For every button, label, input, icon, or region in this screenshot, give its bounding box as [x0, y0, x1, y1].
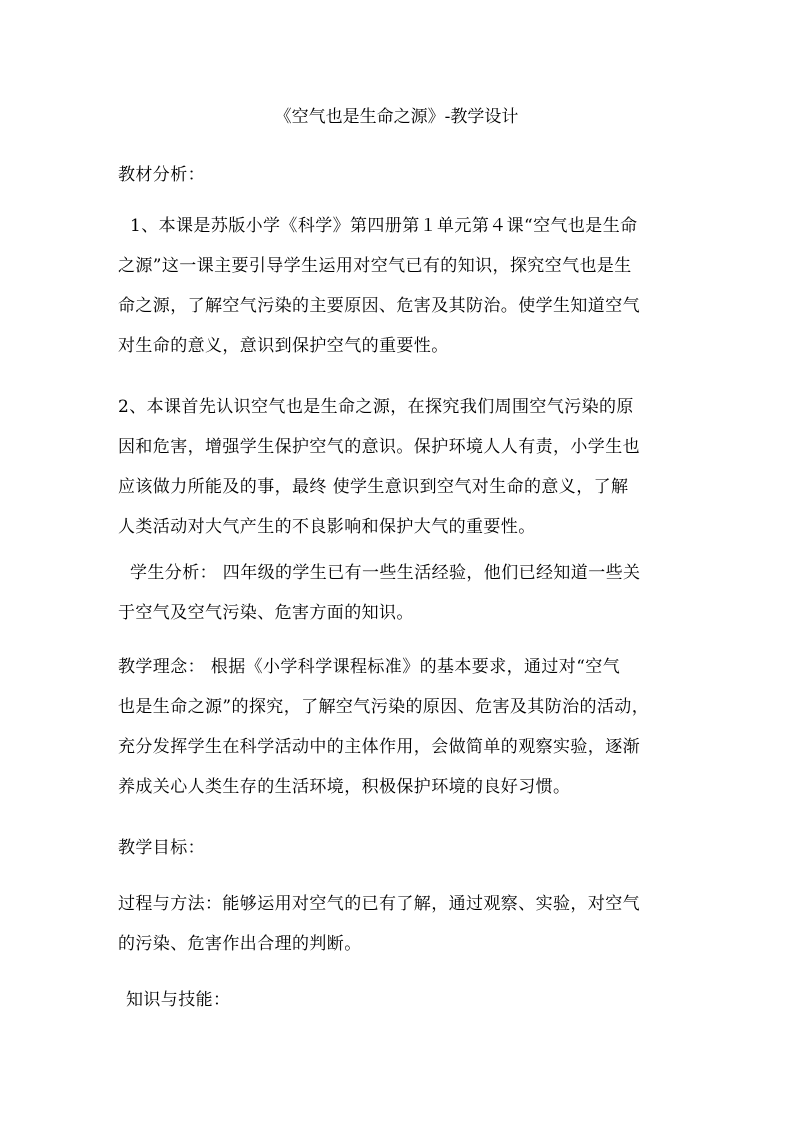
paragraph-line: 过程与方法：能够运用对空气的已有了解，通过观察、实验，对空气 — [118, 894, 640, 914]
teaching-goals-heading — [118, 828, 680, 868]
paragraph-line: 教学理念： 根据《小学科学课程标准》的基本要求，通过对“空气 — [118, 657, 621, 677]
student-analysis — [118, 553, 680, 633]
paragraph-line: 于空气及空气污染、危害方面的知识。 — [118, 603, 414, 623]
knowledge-skill-heading — [118, 980, 680, 1020]
paragraph-line: 应该做力所能及的事，最终 使学生意识到空气对生命的意义，了解 — [118, 477, 629, 497]
paragraph-line: 养成关心人类生存的生活环境，积极保护环境的良好习惯。 — [118, 777, 571, 797]
paragraph-line: 2、本课首先认识空气也是生命之源，在探究我们周围空气污染的原 — [118, 397, 634, 417]
paragraph-2 — [118, 387, 680, 547]
paragraph-line: 充分发挥学生在科学活动中的主体作用，会做简单的观察实验，逐渐 — [118, 737, 640, 757]
heading-text: 教学目标： — [118, 838, 205, 858]
paragraph-line: 因和危害，增强学生保护空气的意识。保护环境人人有责，小学生也 — [118, 437, 640, 457]
paragraph-line: 之源”这一课主要引导学生运用对空气已有的知识，探究空气也是生 — [118, 256, 632, 276]
paragraph-1 — [118, 206, 680, 366]
material-analysis-heading — [118, 155, 680, 195]
paragraph-line: 命之源，了解空气污染的主要原因、危害及其防治。使学生知道空气 — [118, 296, 640, 316]
process-method — [118, 884, 680, 964]
heading-text: 教材分析： — [118, 165, 205, 185]
paragraph-line: 对生命的意义，意识到保护空气的重要性。 — [118, 336, 449, 356]
teaching-idea — [118, 647, 680, 807]
paragraph-line: 学生分析： 四年级的学生已有一些生活经验，他们已经知道一些关 — [130, 563, 641, 583]
document-title: 《空气也是生命之源》-教学设计 — [274, 107, 519, 127]
paragraph-line: 也是生命之源”的探究，了解空气污染的原因、危害及其防治的活动， — [118, 697, 650, 717]
heading-text: 知识与技能： — [126, 990, 231, 1010]
paragraph-line: 人类活动对大气产生的不良影响和保护大气的重要性。 — [118, 517, 536, 537]
paragraph-line: 的污染、危害作出合理的判断。 — [118, 934, 362, 954]
paragraph-line: 1、本课是苏版小学《科学》第四册第１单元第４课“空气也是生命 — [130, 216, 638, 236]
